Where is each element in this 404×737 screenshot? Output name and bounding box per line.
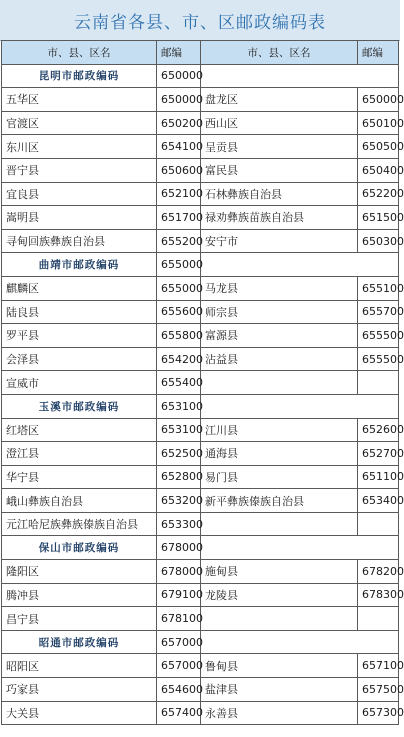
- county-name: 腾冲县: [2, 583, 157, 607]
- county-name: 寻甸回族彝族自治县: [2, 229, 157, 253]
- county-code-2: 655100: [358, 276, 399, 300]
- county-code-2: 650000: [358, 88, 399, 112]
- county-name: 东川区: [2, 135, 157, 159]
- county-code: 650000: [157, 88, 201, 112]
- city-code: 678000: [157, 536, 201, 560]
- county-name: 罗平县: [2, 324, 157, 348]
- county-code-2: 657100: [358, 654, 399, 678]
- county-name: 嵩明县: [2, 206, 157, 230]
- county-name-2: 西山区: [201, 111, 358, 135]
- empty-cell: [201, 536, 399, 560]
- county-name: 昭阳区: [2, 654, 157, 678]
- table-row: [2, 465, 399, 489]
- county-code: 678100: [157, 607, 201, 631]
- city-code: 653100: [157, 394, 201, 418]
- county-name-2: 富民县: [201, 158, 358, 182]
- county-name: 陆良县: [2, 300, 157, 324]
- table-row: [2, 678, 399, 702]
- county-code: 652800: [157, 465, 201, 489]
- table-row: [2, 583, 399, 607]
- table-row: [2, 182, 399, 206]
- county-code-2: 650500: [358, 135, 399, 159]
- table-header-row: [2, 41, 399, 65]
- city-name: 昆明市邮政编码: [2, 64, 157, 88]
- county-code-2: 652700: [358, 442, 399, 466]
- county-code-2: 651100: [358, 465, 399, 489]
- county-name-2: 易门县: [201, 465, 358, 489]
- county-name: 隆阳区: [2, 560, 157, 584]
- county-code: 654600: [157, 678, 201, 702]
- county-code-2: [358, 371, 399, 395]
- city-code: 657000: [157, 630, 201, 654]
- table-row: [2, 135, 399, 159]
- city-name: 曲靖市邮政编码: [2, 253, 157, 277]
- city-header-row: [2, 394, 399, 418]
- county-code: 653100: [157, 418, 201, 442]
- county-code-2: 678300: [358, 583, 399, 607]
- county-code: 653300: [157, 512, 201, 536]
- table-row: [2, 512, 399, 536]
- county-name-2: 盐津县: [201, 678, 358, 702]
- city-code: 650000: [157, 64, 201, 88]
- county-name: 澄江县: [2, 442, 157, 466]
- county-name: 昌宁县: [2, 607, 157, 631]
- county-name-2: 新平彝族傣族自治县: [201, 489, 358, 513]
- table-row: [2, 442, 399, 466]
- header-name-2: 市、县、区名: [201, 41, 358, 65]
- table-row: [2, 229, 399, 253]
- header-name: 市、县、区名: [2, 41, 157, 65]
- county-name-2: 马龙县: [201, 276, 358, 300]
- table-row: [2, 300, 399, 324]
- county-code: 651700: [157, 206, 201, 230]
- county-name: 晋宁县: [2, 158, 157, 182]
- empty-cell: [201, 394, 399, 418]
- city-code: 655000: [157, 253, 201, 277]
- city-name: 玉溪市邮政编码: [2, 394, 157, 418]
- table-row: [2, 276, 399, 300]
- city-name: 保山市邮政编码: [2, 536, 157, 560]
- county-name-2: 盘龙区: [201, 88, 358, 112]
- county-code-2: 650300: [358, 229, 399, 253]
- county-code-2: [358, 607, 399, 631]
- city-header-row: [2, 630, 399, 654]
- table-row: [2, 654, 399, 678]
- county-code: 655600: [157, 300, 201, 324]
- county-name-2: [201, 607, 358, 631]
- county-code-2: [358, 512, 399, 536]
- county-name-2: 沾益县: [201, 347, 358, 371]
- county-code-2: 655700: [358, 300, 399, 324]
- county-code: 657000: [157, 654, 201, 678]
- county-code-2: 655500: [358, 347, 399, 371]
- table-row: [2, 158, 399, 182]
- table-row: [2, 206, 399, 230]
- county-code-2: 652600: [358, 418, 399, 442]
- county-name-2: 禄劝彝族苗族自治县: [201, 206, 358, 230]
- table-row: [2, 560, 399, 584]
- county-name: 官渡区: [2, 111, 157, 135]
- county-name-2: 师宗县: [201, 300, 358, 324]
- header-code: 邮编: [157, 41, 201, 65]
- county-code: 678000: [157, 560, 201, 584]
- county-code-2: 651500: [358, 206, 399, 230]
- header-code-2: 邮编: [358, 41, 399, 65]
- empty-cell: [201, 64, 399, 88]
- county-name: 会泽县: [2, 347, 157, 371]
- county-code: 654200: [157, 347, 201, 371]
- city-name: 昭通市邮政编码: [2, 630, 157, 654]
- county-code: 679100: [157, 583, 201, 607]
- county-code-2: 655500: [358, 324, 399, 348]
- county-name-2: 永善县: [201, 701, 358, 725]
- county-code-2: 678200: [358, 560, 399, 584]
- county-code: 653200: [157, 489, 201, 513]
- empty-cell: [201, 630, 399, 654]
- county-name-2: 通海县: [201, 442, 358, 466]
- county-code: 655800: [157, 324, 201, 348]
- county-name: 巧家县: [2, 678, 157, 702]
- county-name: 宜良县: [2, 182, 157, 206]
- county-name-2: 龙陵县: [201, 583, 358, 607]
- county-code-2: 657300: [358, 701, 399, 725]
- table-row: [2, 371, 399, 395]
- county-name: 麒麟区: [2, 276, 157, 300]
- county-name-2: 富源县: [201, 324, 358, 348]
- table-row: [2, 489, 399, 513]
- county-name: 红塔区: [2, 418, 157, 442]
- page-title: 云南省各县、市、区邮政编码表: [0, 0, 400, 41]
- county-name: 元江哈尼族彝族傣族自治县: [2, 512, 157, 536]
- table-row: [2, 88, 399, 112]
- city-header-row: [2, 64, 399, 88]
- table-body: [2, 41, 404, 725]
- county-name: 宣威市: [2, 371, 157, 395]
- county-code-2: 657500: [358, 678, 399, 702]
- county-name-2: 安宁市: [201, 229, 358, 253]
- county-name-2: 鲁甸县: [201, 654, 358, 678]
- county-name-2: 施甸县: [201, 560, 358, 584]
- county-name: 五华区: [2, 88, 157, 112]
- county-code: 650200: [157, 111, 201, 135]
- table-row: [2, 347, 399, 371]
- table-row: [2, 324, 399, 348]
- county-name-2: 呈贡县: [201, 135, 358, 159]
- county-code: 655000: [157, 276, 201, 300]
- table-row: [2, 418, 399, 442]
- county-name-2: 石林彝族自治县: [201, 182, 358, 206]
- county-name-2: 江川县: [201, 418, 358, 442]
- county-code: 657400: [157, 701, 201, 725]
- table-row: [2, 701, 399, 725]
- county-code: 650600: [157, 158, 201, 182]
- county-name: 华宁县: [2, 465, 157, 489]
- table-row: [2, 607, 399, 631]
- table-row: [2, 111, 399, 135]
- county-name: 峨山彝族自治县: [2, 489, 157, 513]
- postcode-table: [1, 40, 404, 725]
- county-code: 654100: [157, 135, 201, 159]
- county-code-2: 650100: [358, 111, 399, 135]
- county-code-2: 653400: [358, 489, 399, 513]
- county-name-2: [201, 371, 358, 395]
- county-name: 大关县: [2, 701, 157, 725]
- city-header-row: [2, 253, 399, 277]
- county-code-2: 650400: [358, 158, 399, 182]
- empty-cell: [201, 253, 399, 277]
- county-code: 655200: [157, 229, 201, 253]
- county-code: 655400: [157, 371, 201, 395]
- county-name-2: [201, 512, 358, 536]
- county-code: 652100: [157, 182, 201, 206]
- county-code: 652500: [157, 442, 201, 466]
- city-header-row: [2, 536, 399, 560]
- county-code-2: 652200: [358, 182, 399, 206]
